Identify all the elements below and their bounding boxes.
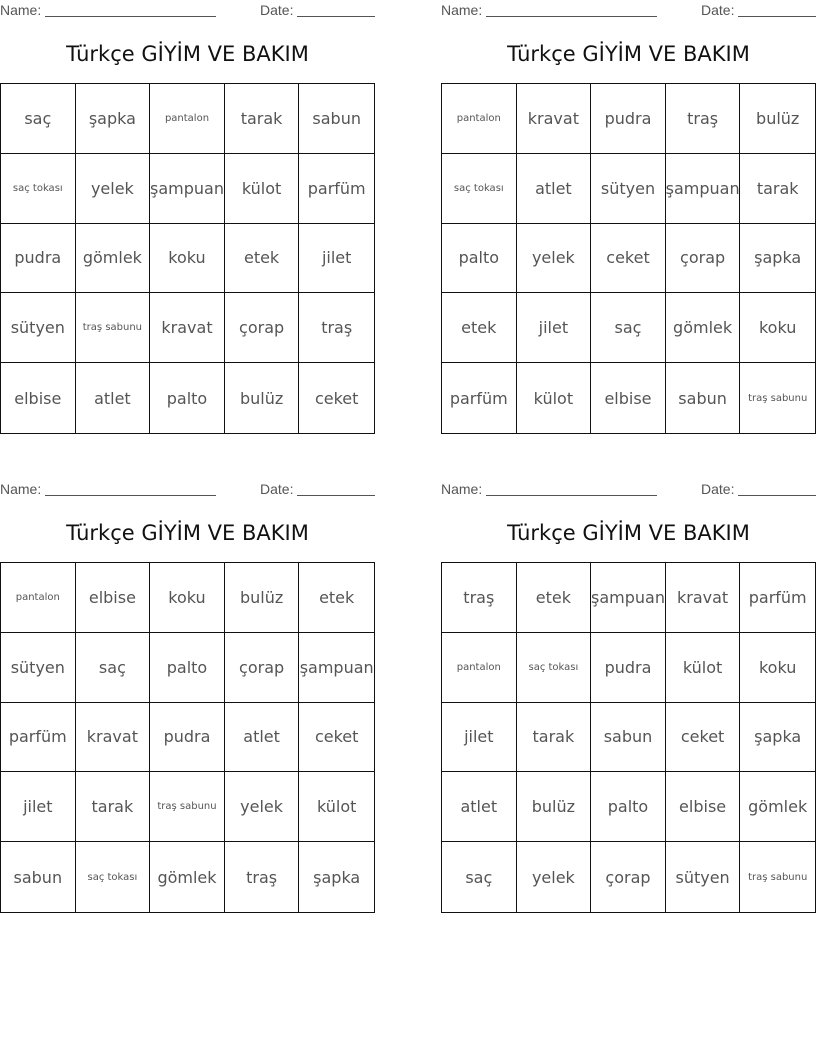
bingo-cell: saç xyxy=(591,293,666,363)
bingo-cell: etek xyxy=(225,224,300,294)
bingo-cell: saç xyxy=(442,842,517,912)
bingo-cell: palto xyxy=(150,363,225,433)
bingo-cell: traş sabunu xyxy=(150,772,225,842)
name-line xyxy=(45,16,216,17)
bingo-cell: tarak xyxy=(225,84,300,154)
bingo-cell: sütyen xyxy=(666,842,741,912)
bingo-cell: şapka xyxy=(76,84,151,154)
bingo-cell: saç tokası xyxy=(1,154,76,224)
name-label: Name: xyxy=(0,2,42,18)
bingo-cell: çorap xyxy=(225,633,300,703)
bingo-grid xyxy=(0,562,375,913)
bingo-cell: ceket xyxy=(314,388,359,408)
bingo-cell: külot xyxy=(517,363,592,433)
bingo-cell: sabun xyxy=(299,84,374,154)
bingo-cell: traş xyxy=(225,842,300,912)
bingo-grid xyxy=(0,83,375,434)
card-title: Türkçe GİYİM VE BAKIM xyxy=(507,521,750,545)
bingo-cell: şapka xyxy=(313,867,361,887)
bingo-cell: külot xyxy=(666,633,741,703)
card-title: Türkçe GİYİM VE BAKIM xyxy=(66,42,309,66)
bingo-cell: yelek xyxy=(76,154,151,224)
bingo-cell: traş xyxy=(299,293,374,363)
bingo-cell: atlet xyxy=(76,363,151,433)
bingo-cell: sütyen xyxy=(1,293,76,363)
bingo-cell: pantalon xyxy=(442,633,517,703)
bingo-cell: bulüz xyxy=(225,363,300,433)
name-label: Name: xyxy=(0,481,42,497)
bingo-cell: tarak xyxy=(517,703,592,773)
bingo-cell: parfüm xyxy=(442,363,517,433)
bingo-cell: etek xyxy=(299,563,374,633)
bingo-cell: pantalon xyxy=(150,84,225,154)
bingo-cell: yelek xyxy=(517,842,592,912)
bingo-grid xyxy=(441,83,816,434)
bingo-cell: saç xyxy=(76,633,151,703)
bingo-cell: pantalon xyxy=(442,84,517,154)
name-line xyxy=(45,495,216,496)
name-label: Name: xyxy=(441,2,483,18)
bingo-cell: şampuan xyxy=(591,563,666,633)
bingo-cell: bulüz xyxy=(225,563,300,633)
bingo-cell: pudra xyxy=(150,703,225,773)
date-label: Date: xyxy=(260,481,294,497)
bingo-cell: çorap xyxy=(666,224,741,294)
bingo-cell: külot xyxy=(299,772,374,842)
date-line xyxy=(738,495,816,496)
bingo-card xyxy=(0,479,375,887)
bingo-cell: traş sabunu xyxy=(748,871,808,883)
bingo-cell: şampuan xyxy=(666,154,741,224)
bingo-cell: etek xyxy=(517,563,592,633)
bingo-cell: pudra xyxy=(591,633,666,703)
bingo-cell: gömlek xyxy=(666,293,741,363)
bingo-cell: çorap xyxy=(225,293,300,363)
bingo-cell: çorap xyxy=(591,842,666,912)
bingo-cell: atlet xyxy=(517,154,592,224)
bingo-cell: şampuan xyxy=(299,633,374,703)
bingo-cell: traş xyxy=(666,84,741,154)
card-header xyxy=(0,0,375,22)
bingo-cell: saç xyxy=(1,84,76,154)
bingo-cell: etek xyxy=(442,293,517,363)
bingo-cell: palto xyxy=(442,224,517,294)
name-line xyxy=(486,495,657,496)
bingo-cell: parfüm xyxy=(1,703,76,773)
bingo-cell: koku xyxy=(150,563,225,633)
bingo-cell: sabun xyxy=(591,703,666,773)
bingo-cell: jilet xyxy=(517,293,592,363)
bingo-cell: jilet xyxy=(442,703,517,773)
bingo-cell: palto xyxy=(591,772,666,842)
bingo-grid xyxy=(441,562,816,913)
card-header xyxy=(441,0,816,22)
date-label: Date: xyxy=(701,481,735,497)
bingo-cell: atlet xyxy=(442,772,517,842)
bingo-cell: saç tokası xyxy=(442,154,517,224)
bingo-cell: tarak xyxy=(740,154,815,224)
bingo-cell: bulüz xyxy=(740,84,815,154)
bingo-cell: kravat xyxy=(76,703,151,773)
bingo-cell: sabun xyxy=(1,842,76,912)
bingo-cell: yelek xyxy=(225,772,300,842)
card-header xyxy=(0,479,375,501)
bingo-cell: koku xyxy=(740,293,815,363)
bingo-cell: koku xyxy=(740,633,815,703)
bingo-cell: saç tokası xyxy=(76,842,151,912)
date-line xyxy=(738,16,816,17)
bingo-cell: traş sabunu xyxy=(748,392,808,404)
date-line xyxy=(297,16,375,17)
bingo-cell: parfüm xyxy=(740,563,815,633)
bingo-cell: kravat xyxy=(666,563,741,633)
bingo-cell: parfüm xyxy=(299,154,374,224)
bingo-cell: sütyen xyxy=(1,633,76,703)
bingo-cell: elbise xyxy=(591,363,666,433)
bingo-card xyxy=(441,479,816,887)
bingo-cell: elbise xyxy=(666,772,741,842)
bingo-cell: traş sabunu xyxy=(76,293,151,363)
bingo-cell: ceket xyxy=(666,703,741,773)
bingo-cell: ceket xyxy=(299,703,374,773)
bingo-cell: kravat xyxy=(150,293,225,363)
bingo-cell: şapka xyxy=(740,703,815,773)
bingo-cell: koku xyxy=(150,224,225,294)
bingo-cell: kravat xyxy=(517,84,592,154)
date-line xyxy=(297,495,375,496)
bingo-cell: sabun xyxy=(666,363,741,433)
bingo-cell: pantalon xyxy=(1,563,76,633)
bingo-card xyxy=(0,0,375,408)
bingo-cell: yelek xyxy=(517,224,592,294)
name-line xyxy=(486,16,657,17)
card-header xyxy=(441,479,816,501)
card-title: Türkçe GİYİM VE BAKIM xyxy=(66,521,309,545)
bingo-cell: şapka xyxy=(740,224,815,294)
bingo-cell: külot xyxy=(225,154,300,224)
bingo-cell: traş xyxy=(442,563,517,633)
bingo-cell: şampuan xyxy=(150,154,225,224)
bingo-cell: bulüz xyxy=(517,772,592,842)
name-label: Name: xyxy=(441,481,483,497)
bingo-cell: gömlek xyxy=(740,772,815,842)
bingo-cell: pudra xyxy=(591,84,666,154)
bingo-cell: saç tokası xyxy=(517,633,592,703)
bingo-cell: atlet xyxy=(225,703,300,773)
bingo-cell: sütyen xyxy=(591,154,666,224)
bingo-cell: jilet xyxy=(1,772,76,842)
bingo-cell: jilet xyxy=(299,224,374,294)
card-title: Türkçe GİYİM VE BAKIM xyxy=(507,42,750,66)
bingo-cell: gömlek xyxy=(76,224,151,294)
bingo-cell: tarak xyxy=(76,772,151,842)
date-label: Date: xyxy=(260,2,294,18)
bingo-cell: palto xyxy=(150,633,225,703)
bingo-cell: gömlek xyxy=(150,842,225,912)
date-label: Date: xyxy=(701,2,735,18)
bingo-cell: elbise xyxy=(1,363,76,433)
bingo-cell: elbise xyxy=(76,563,151,633)
bingo-card xyxy=(441,0,816,408)
bingo-cell: ceket xyxy=(591,224,666,294)
bingo-cell: pudra xyxy=(1,224,76,294)
